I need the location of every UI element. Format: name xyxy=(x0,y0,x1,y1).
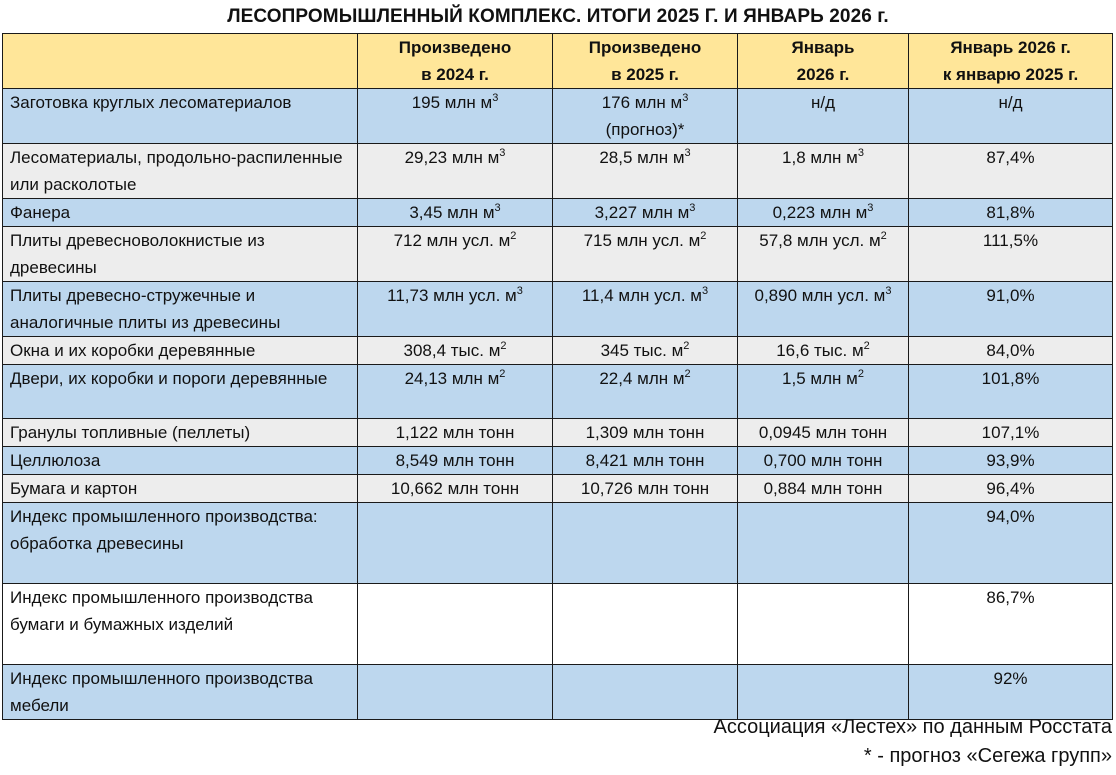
header-row xyxy=(3,34,1113,89)
row-label: Лесоматериалы, продольно-распиленные или расколотые xyxy=(3,144,358,199)
cell-value: 0,884 млн тонн xyxy=(763,479,883,498)
header-ratio xyxy=(909,34,1113,89)
cell-y2024 xyxy=(358,365,553,419)
cell-value: 308,4 тыс. м xyxy=(403,341,501,360)
cell-jan2026 xyxy=(738,227,909,282)
cell-jan2026 xyxy=(738,665,909,720)
cell-value: 345 тыс. м xyxy=(600,341,684,360)
unit-exponent: 2 xyxy=(857,368,864,380)
cell-y2024 xyxy=(358,144,553,199)
cell-jan2026 xyxy=(738,584,909,665)
cell-y2024 xyxy=(358,199,553,227)
cell-value: 1,122 млн тонн xyxy=(395,423,515,442)
cell-value: 28,5 млн м xyxy=(599,148,685,167)
unit-exponent: 3 xyxy=(689,202,696,214)
cell-value: н/д xyxy=(810,93,836,112)
cell-y2024 xyxy=(358,419,553,447)
cell-ratio: 101,8% xyxy=(909,365,1113,419)
cell-value: 712 млн усл. м xyxy=(393,231,511,250)
row-label: Окна и их коробки деревянные xyxy=(3,337,358,365)
cell-jan2026 xyxy=(738,447,909,475)
cell-value: 195 млн м xyxy=(411,93,493,112)
table-row xyxy=(3,365,1113,419)
table-row xyxy=(3,282,1113,337)
unit-exponent: 3 xyxy=(494,202,501,214)
cell-jan2026 xyxy=(738,419,909,447)
header-line: в 2024 г. xyxy=(421,65,489,84)
cell-value: 10,726 млн тонн xyxy=(580,479,710,498)
forecast-marker: (прогноз)* xyxy=(605,120,685,139)
cell-y2024 xyxy=(358,475,553,503)
cell-value: 0,890 млн усл. м xyxy=(754,286,886,305)
unit-exponent: 3 xyxy=(492,92,499,104)
cell-y2025 xyxy=(553,89,738,144)
table-row xyxy=(3,665,1113,720)
cell-y2024 xyxy=(358,665,553,720)
unit-exponent: 3 xyxy=(684,147,691,159)
unit-exponent: 2 xyxy=(684,368,691,380)
data-table xyxy=(2,33,1113,720)
cell-value: 3,45 млн м xyxy=(409,203,495,222)
page-title: ЛЕСОПРОМЫШЛЕННЫЙ КОМПЛЕКС. ИТОГИ 2025 Г. И ЯНВАРЬ 2026 г. xyxy=(227,6,889,27)
unit-exponent: 3 xyxy=(516,285,523,297)
header-produced-2024 xyxy=(358,34,553,89)
unit-exponent: 3 xyxy=(702,285,709,297)
table-row xyxy=(3,584,1113,665)
unit-exponent: 2 xyxy=(510,230,517,242)
cell-value: 176 млн м xyxy=(601,93,683,112)
cell-value: 8,421 млн тонн xyxy=(585,451,705,470)
cell-ratio: 81,8% xyxy=(909,199,1113,227)
cell-value: 11,73 млн усл. м xyxy=(387,286,517,305)
header-line: 2026 г. xyxy=(796,65,850,84)
header-line: к январю 2025 г. xyxy=(942,65,1079,84)
unit-exponent: 2 xyxy=(499,368,506,380)
cell-value: 3,227 млн м xyxy=(594,203,690,222)
cell-y2025 xyxy=(553,282,738,337)
cell-value: 57,8 млн усл. м xyxy=(759,231,881,250)
unit-exponent: 2 xyxy=(700,230,707,242)
cell-jan2026 xyxy=(738,503,909,584)
cell-ratio: 84,0% xyxy=(909,337,1113,365)
cell-value: 8,549 млн тонн xyxy=(395,451,515,470)
unit-exponent: 3 xyxy=(885,285,892,297)
cell-jan2026 xyxy=(738,282,909,337)
cell-ratio: 91,0% xyxy=(909,282,1113,337)
cell-y2024 xyxy=(358,447,553,475)
row-label: Индекс промышленного производства мебели xyxy=(3,665,358,720)
cell-ratio: 111,5% xyxy=(909,227,1113,282)
unit-exponent: 3 xyxy=(499,147,506,159)
row-label: Плиты древесноволокнистые из древесины xyxy=(3,227,358,282)
cell-value: 715 млн усл. м xyxy=(583,231,701,250)
row-label: Гранулы топливные (пеллеты) xyxy=(3,419,358,447)
cell-jan2026 xyxy=(738,475,909,503)
header-line: Январь 2026 г. xyxy=(950,38,1071,57)
table-row xyxy=(3,227,1113,282)
source-note: Ассоциация «Лестех» по данным Росстата xyxy=(713,716,1112,738)
cell-ratio: н/д xyxy=(909,89,1113,144)
cell-ratio: 92% xyxy=(909,665,1113,720)
cell-value: 29,23 млн м xyxy=(404,148,500,167)
cell-value: 0,0945 млн тонн xyxy=(758,423,888,442)
row-label: Индекс промышленного производства: обработка древесины xyxy=(3,503,358,584)
cell-value: 24,13 млн м xyxy=(404,369,500,388)
cell-y2025 xyxy=(553,447,738,475)
header-line: Произведено xyxy=(588,38,702,57)
cell-value: 10,662 млн тонн xyxy=(390,479,520,498)
cell-value: 22,4 млн м xyxy=(599,369,685,388)
cell-ratio: 96,4% xyxy=(909,475,1113,503)
table-row xyxy=(3,199,1113,227)
cell-y2025 xyxy=(553,665,738,720)
cell-y2025 xyxy=(553,503,738,584)
row-label: Плиты древесно-стружечные и аналогичные плиты из древесины xyxy=(3,282,358,337)
cell-y2025 xyxy=(553,227,738,282)
cell-value: 1,8 млн м xyxy=(782,148,858,167)
row-label: Целлюлоза xyxy=(3,447,358,475)
cell-y2024 xyxy=(358,503,553,584)
cell-jan2026 xyxy=(738,144,909,199)
cell-ratio: 86,7% xyxy=(909,584,1113,665)
unit-exponent: 3 xyxy=(682,92,689,104)
cell-y2024 xyxy=(358,282,553,337)
forecast-note: * - прогноз «Сегежа групп» xyxy=(863,745,1112,767)
cell-value: 11,4 млн усл. м xyxy=(581,286,702,305)
cell-y2024 xyxy=(358,227,553,282)
header-line: Произведено xyxy=(398,38,512,57)
unit-exponent: 2 xyxy=(500,340,507,352)
header-january-2026 xyxy=(738,34,909,89)
header-line: в 2025 г. xyxy=(611,65,679,84)
cell-jan2026 xyxy=(738,365,909,419)
unit-exponent: 3 xyxy=(867,202,874,214)
row-label: Индекс промышленного производства бумаги и бумажных изделий xyxy=(3,584,358,665)
header-line: Январь xyxy=(791,38,855,57)
cell-jan2026 xyxy=(738,199,909,227)
cell-ratio: 107,1% xyxy=(909,419,1113,447)
cell-y2025 xyxy=(553,584,738,665)
table-row xyxy=(3,503,1113,584)
cell-ratio: 94,0% xyxy=(909,503,1113,584)
cell-y2024 xyxy=(358,337,553,365)
cell-ratio: 93,9% xyxy=(909,447,1113,475)
cell-value: 0,223 млн м xyxy=(772,203,868,222)
cell-y2025 xyxy=(553,144,738,199)
table-row xyxy=(3,337,1113,365)
cell-value: 1,309 млн тонн xyxy=(585,423,705,442)
table-row xyxy=(3,419,1113,447)
cell-value: 0,700 млн тонн xyxy=(763,451,883,470)
cell-value: 16,6 тыс. м xyxy=(776,341,864,360)
unit-exponent: 2 xyxy=(683,340,690,352)
cell-y2025 xyxy=(553,419,738,447)
cell-y2025 xyxy=(553,365,738,419)
cell-y2025 xyxy=(553,337,738,365)
table-row xyxy=(3,447,1113,475)
unit-exponent: 3 xyxy=(857,147,864,159)
cell-ratio: 87,4% xyxy=(909,144,1113,199)
unit-exponent: 2 xyxy=(880,230,887,242)
unit-exponent: 2 xyxy=(863,340,870,352)
header-produced-2025 xyxy=(553,34,738,89)
cell-y2025 xyxy=(553,475,738,503)
cell-y2024 xyxy=(358,584,553,665)
cell-jan2026 xyxy=(738,337,909,365)
cell-y2024 xyxy=(358,89,553,144)
cell-y2025 xyxy=(553,199,738,227)
row-label: Двери, их коробки и пороги деревянные xyxy=(3,365,358,419)
row-label: Фанера xyxy=(3,199,358,227)
table-row xyxy=(3,89,1113,144)
table-row xyxy=(3,475,1113,503)
row-label: Бумага и картон xyxy=(3,475,358,503)
cell-value: 1,5 млн м xyxy=(782,369,858,388)
cell-jan2026 xyxy=(738,89,909,144)
header-item xyxy=(3,34,358,89)
table-row xyxy=(3,144,1113,199)
row-label: Заготовка круглых лесоматериалов xyxy=(3,89,358,144)
